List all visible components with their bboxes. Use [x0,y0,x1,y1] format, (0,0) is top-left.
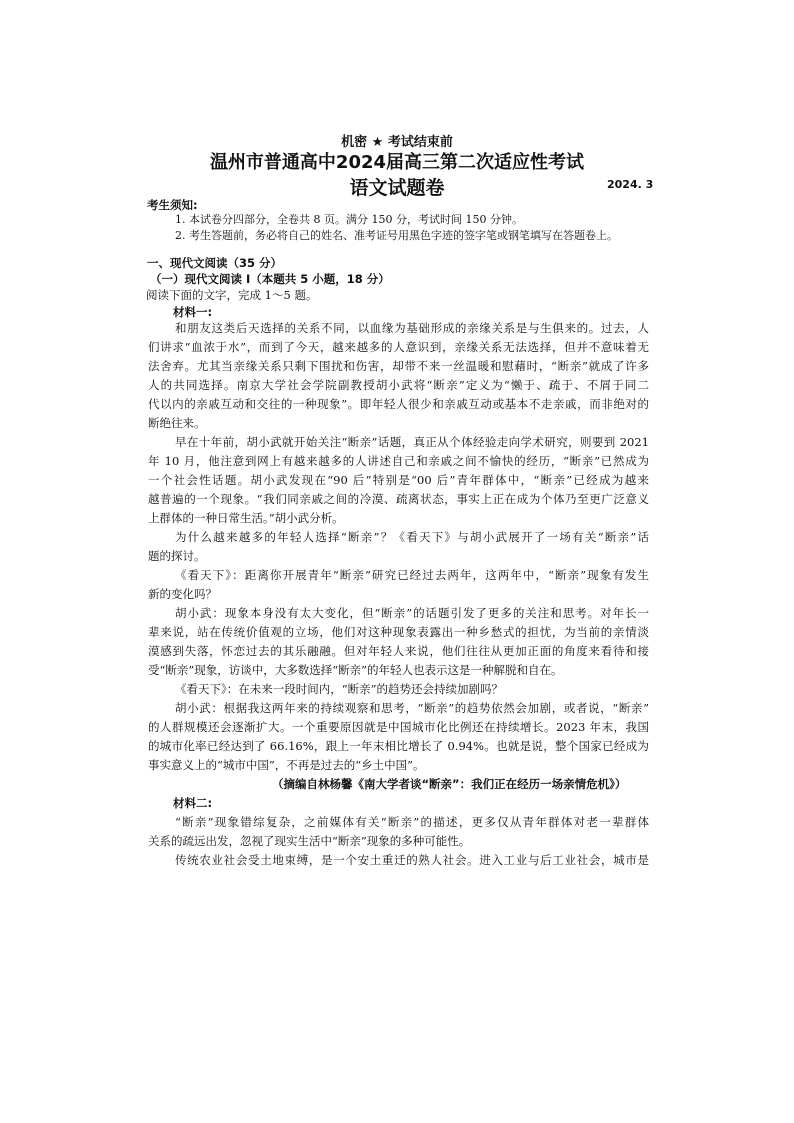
paragraph-line: 的人群规模还会逐渐扩大。一个重要原因就是中国城市化比例还在持续增长。2023 年末，我国 [148,720,649,734]
paragraph-line: 越普遍的一个现象。“我们同亲戚之间的冷漠、疏离状态，事实上正在成为个体乃至更广泛意义 [148,492,649,506]
paragraph-line: 受“断亲”现象，访谈中，大多数选择“断亲”的年轻人也表示这是一种解脱和自在。 [148,663,563,677]
paragraph-line: 和朋友这类后天选择的关系不同，以血缘为基础形成的亲缘关系是与生俱来的。过去，人 [175,321,649,335]
paragraph-line: 胡小武：根据我这两年来的持续观察和思考，“断亲”的趋势依然会加剧，或者说，“断亲” [175,701,649,715]
exam-subtitle: 语文试题卷 [349,177,445,199]
section-heading: 一、现代文阅读（35 分） [147,256,283,270]
paragraph-line: 年 10 月，他注意到网上有越来越多的人讲述自己和亲戚之间不愉快的经历，“断亲”已然成为 [148,454,649,468]
material1-source: （摘编自林杨馨《南大学者谈“断亲”：我们正在经历一场亲情危机》） [272,777,627,791]
paragraph-line: 的城市化率已经达到了 66.16%，跟上一年末相比增长了 0.94%。也就是说，整个国家已经成为 [148,739,649,753]
paragraph-line: 辈来说，站在传统价值观的立场，他们对这种现象表露出一种乡愁式的担忧，为当前的亲情淡 [148,625,649,639]
paragraph-line: 题的探讨。 [148,549,206,563]
paragraph-line: 早在十年前，胡小武就开始关注“断亲”话题，真正从个体经验走向学术研究，则要到 2021 [175,435,649,449]
paragraph-line: 胡小武：现象本身没有太大变化，但“断亲”的话题引发了更多的关注和思考。对年长一 [175,606,649,620]
paragraph-line: 关系的疏远出发，忽视了现实生活中“断亲”现象的多种可能性。 [148,834,471,848]
paragraph-line: 法舍弃。尤其当亲缘关系只剩下围扰和伤害，却带不来一丝温暖和慰藉时，“断亲”就成了许多 [148,359,649,373]
paragraph-line: 一个社会性话题。胡小武发现在“90 后”特别是“00 后”青年群体中，“断亲”已经成为越来 [148,473,649,487]
paragraph-line: 上群体的一种日常生活。”胡小武分析。 [148,511,344,525]
section-subheading: （一）现代文阅读 I（本题共 5 小题，18 分） [150,272,390,286]
notice-item-1: 1. 本试卷分四部分，全卷共 8 页。满分 150 分，考试时间 150 分钟。 [175,213,523,226]
paragraph-line: 传统农业社会受土地束缚，是一个安土重迁的熟人社会。进入工业与后工业社会，城市是 [175,853,649,867]
paragraph-line: 断绝往来。 [148,416,206,430]
section-instruction: 阅读下面的文字，完成 1～5 题。 [146,288,318,302]
notice-item-2: 2. 考生答题前，务必将自己的姓名、准考证号用黑色字迹的签字笔或钢笔填写在答题卷上。 [175,229,618,242]
paragraph-line: 漠感到失落，怀恋过去的其乐融融。但对年轻人来说，他们往往从更加正面的角度来看待和接 [148,644,649,658]
confidential-mark: 机密 ★ 考试结束前 [341,135,453,150]
paragraph-line: 《看天下》：距离你开展青年“断亲”研究已经过去两年，这两年中，“断亲”现象有发生 [175,568,649,582]
paragraph-line: 人的共同选择。南京大学社会学院副教授胡小武将“断亲”定义为“懒于、疏于、不屑于同二 [148,378,649,392]
paragraph-line: 新的变化吗？ [148,587,217,601]
paragraph-line: 代以内的亲戚互动和交往的一种现象”。即年轻人很少和亲戚互动或基本不走亲戚，而非绝对的 [148,397,649,411]
exam-date: 2024. 3 [607,178,654,191]
paragraph-line: 事实意义上的“城市中国”，不再是过去的“乡土中国”。 [148,758,425,772]
paragraph-line: 为什么越来越多的年轻人选择“断亲”？《看天下》与胡小武展开了一场有关“断亲”话 [175,530,649,544]
material1-label: 材料一: [173,305,213,319]
paragraph-line: 《看天下》：在未来一段时间内，“断亲”的趋势还会持续加剧吗？ [175,682,504,696]
material2-label: 材料二: [173,796,213,810]
exam-title: 温州市普通高中2024届高三第二次适应性考试 [209,152,585,173]
notice-heading: 考生须知: [147,198,198,212]
paragraph-line: 们讲求“血浓于水”，而到了今天，越来越多的人意识到，亲缘关系无法选择，但并不意味着无 [148,340,649,354]
paragraph-line: “断亲”现象错综复杂，之前媒体有关“断亲”的描述，更多仅从青年群体对老一辈群体 [175,815,649,829]
